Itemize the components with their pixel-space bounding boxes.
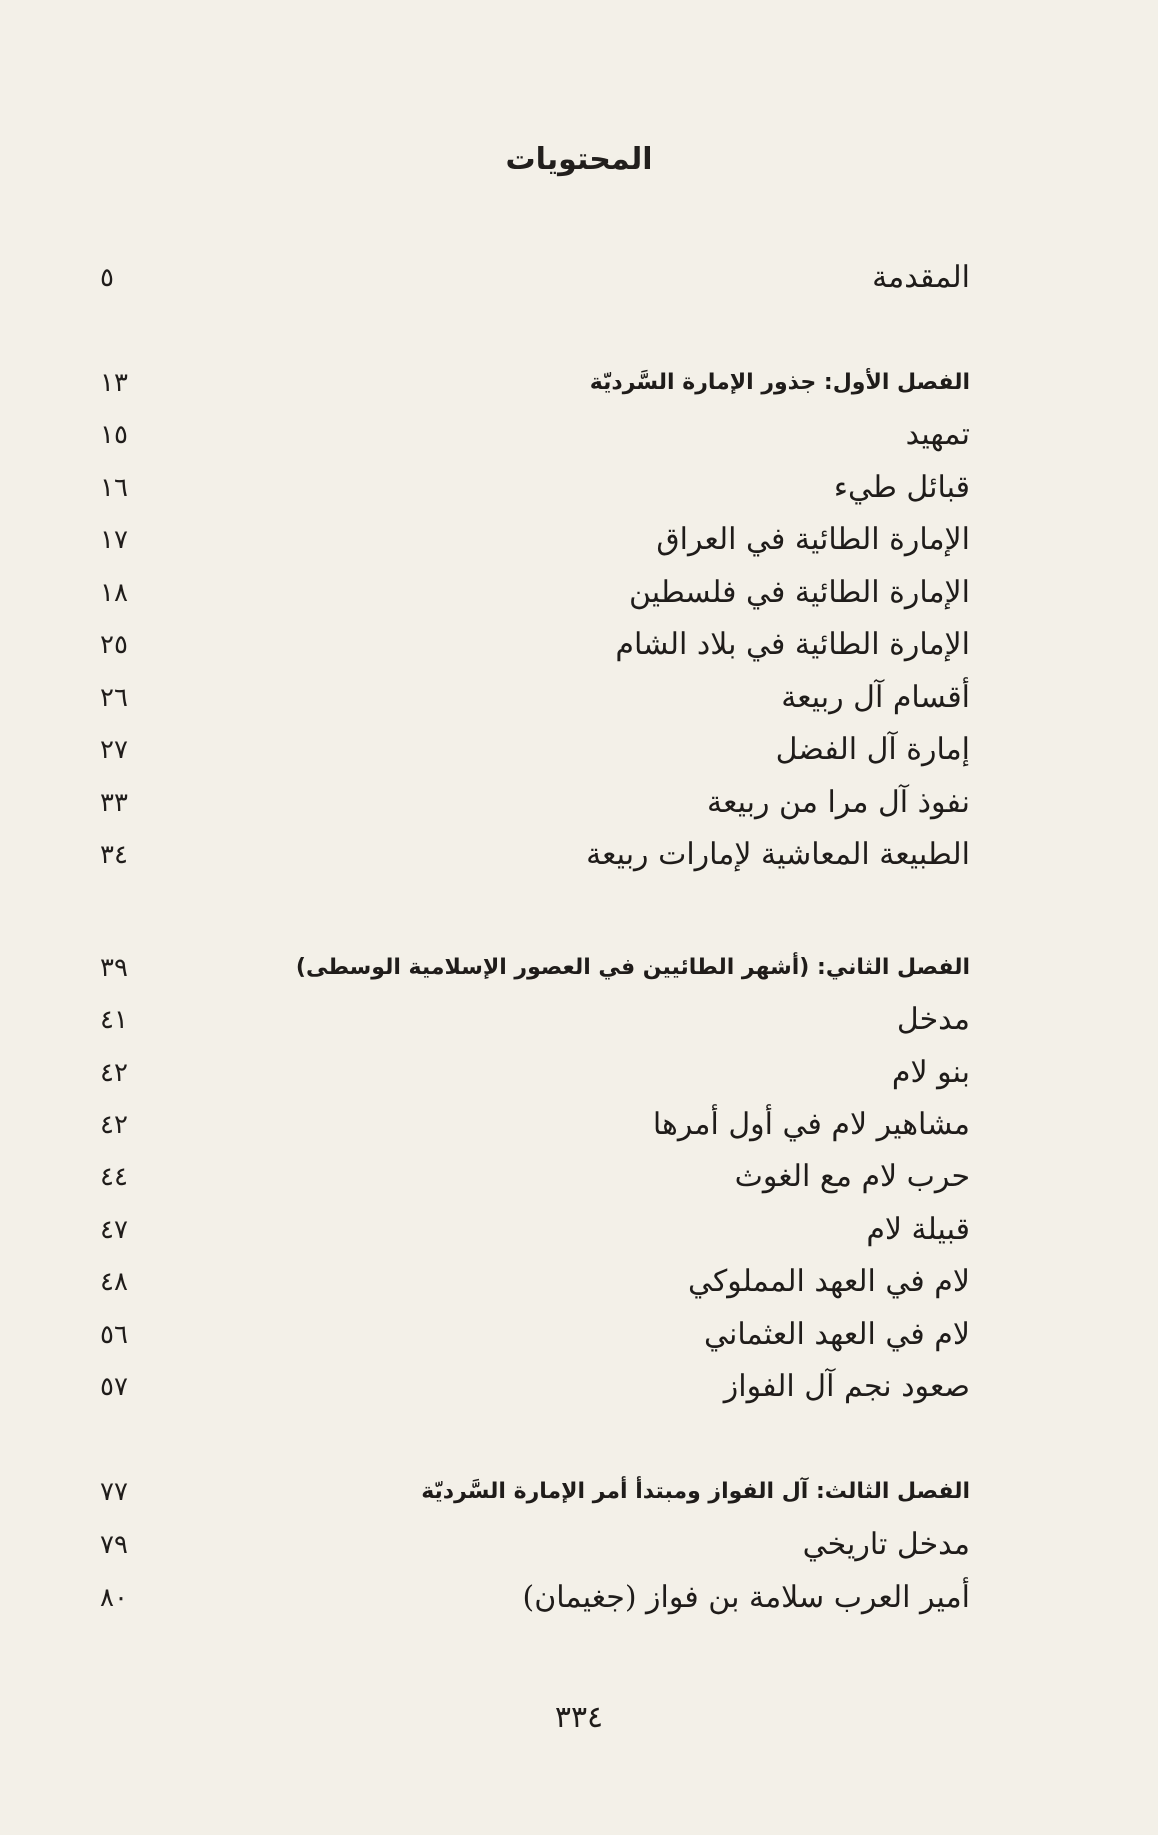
entry-label: قبيلة لام xyxy=(866,1212,970,1247)
chapter-heading xyxy=(100,943,970,993)
toc-entry xyxy=(100,995,970,1045)
entry-label: قبائل طيء xyxy=(833,470,970,505)
entry-page: ٤٢ xyxy=(100,1058,128,1088)
entry-page: ٤٨ xyxy=(100,1267,128,1297)
entry-label: بنو لام xyxy=(891,1055,970,1090)
entry-label: الفصل الثاني: (أشهر الطائيين في العصور الإسلامية الوسطى) xyxy=(295,955,970,980)
toc-entry xyxy=(100,253,970,303)
toc-entry xyxy=(100,515,970,565)
entry-page: ٧٧ xyxy=(100,1477,128,1507)
entry-page: ٣٩ xyxy=(100,953,128,983)
entry-label: أقسام آل ربيعة xyxy=(781,680,970,715)
entry-label: الإمارة الطائية في بلاد الشام xyxy=(615,627,970,662)
entry-label: حرب لام مع الغوث xyxy=(734,1159,970,1194)
entry-page: ٤١ xyxy=(100,1005,128,1035)
entry-page: ٢٥ xyxy=(100,630,128,660)
entry-label: الإمارة الطائية في العراق xyxy=(656,522,970,557)
toc-entry xyxy=(100,778,970,828)
entry-label: المقدمة xyxy=(872,260,970,295)
entry-label: الفصل الثالث: آل الفواز ومبتدأ أمر الإمارة السَّرديّة xyxy=(421,1479,970,1504)
entry-page: ٣٣ xyxy=(100,788,128,818)
toc-entry xyxy=(100,1310,970,1360)
entry-page: ٥٧ xyxy=(100,1372,128,1402)
entry-label: نفوذ آل مرا من ربيعة xyxy=(707,785,970,820)
toc-entry xyxy=(100,620,970,670)
toc-entry xyxy=(100,673,970,723)
chapter-heading xyxy=(100,358,970,408)
entry-page: ٤٧ xyxy=(100,1215,128,1245)
entry-page: ٢٧ xyxy=(100,735,128,765)
toc-entry xyxy=(100,1257,970,1307)
toc-entry xyxy=(100,1573,970,1623)
entry-page: ١٨ xyxy=(100,578,128,608)
toc-entry xyxy=(100,410,970,460)
toc-entry xyxy=(100,1152,970,1202)
entry-label: أمير العرب سلامة بن فواز (جغيمان) xyxy=(522,1580,970,1615)
chapter-heading xyxy=(100,1467,970,1517)
entry-label: مشاهير لام في أول أمرها xyxy=(652,1107,970,1142)
entry-label: لام في العهد المملوكي xyxy=(687,1264,970,1299)
entry-page: ٥٦ xyxy=(100,1320,128,1350)
entry-label: الفصل الأول: جذور الإمارة السَّرديّة xyxy=(589,370,970,395)
entry-page: ١٥ xyxy=(100,420,128,450)
entry-page: ١٦ xyxy=(100,473,128,503)
entry-page: ١٧ xyxy=(100,525,128,555)
entry-label: لام في العهد العثماني xyxy=(703,1317,970,1352)
toc-entry xyxy=(100,1362,970,1412)
entry-label: مدخل xyxy=(896,1002,970,1037)
entry-label: مدخل تاريخي xyxy=(802,1527,970,1562)
entry-label: تمهيد xyxy=(905,417,970,452)
toc-entry xyxy=(100,1205,970,1255)
page-number: ٣٣٤ xyxy=(554,1700,604,1735)
entry-page: ٥ xyxy=(100,263,114,293)
entry-label: صعود نجم آل الفواز xyxy=(723,1369,970,1404)
toc-entry xyxy=(100,1520,970,1570)
entry-page: ٣٤ xyxy=(100,840,128,870)
entry-page: ١٣ xyxy=(100,368,128,398)
page-title: المحتويات xyxy=(505,142,653,177)
entry-label: الإمارة الطائية في فلسطين xyxy=(628,575,970,610)
toc-entry xyxy=(100,1048,970,1098)
toc-entry xyxy=(100,725,970,775)
entry-label: الطبيعة المعاشية لإمارات ربيعة xyxy=(586,837,970,872)
entry-page: ٧٩ xyxy=(100,1530,128,1560)
entry-page: ٤٤ xyxy=(100,1162,128,1192)
toc-entry xyxy=(100,568,970,618)
toc-entry xyxy=(100,830,970,880)
entry-page: ٨٠ xyxy=(100,1583,128,1613)
toc-entry xyxy=(100,1100,970,1150)
entry-page: ٢٦ xyxy=(100,683,128,713)
entry-page: ٤٢ xyxy=(100,1110,128,1140)
entry-label: إمارة آل الفضل xyxy=(775,732,970,767)
toc-entry xyxy=(100,463,970,513)
